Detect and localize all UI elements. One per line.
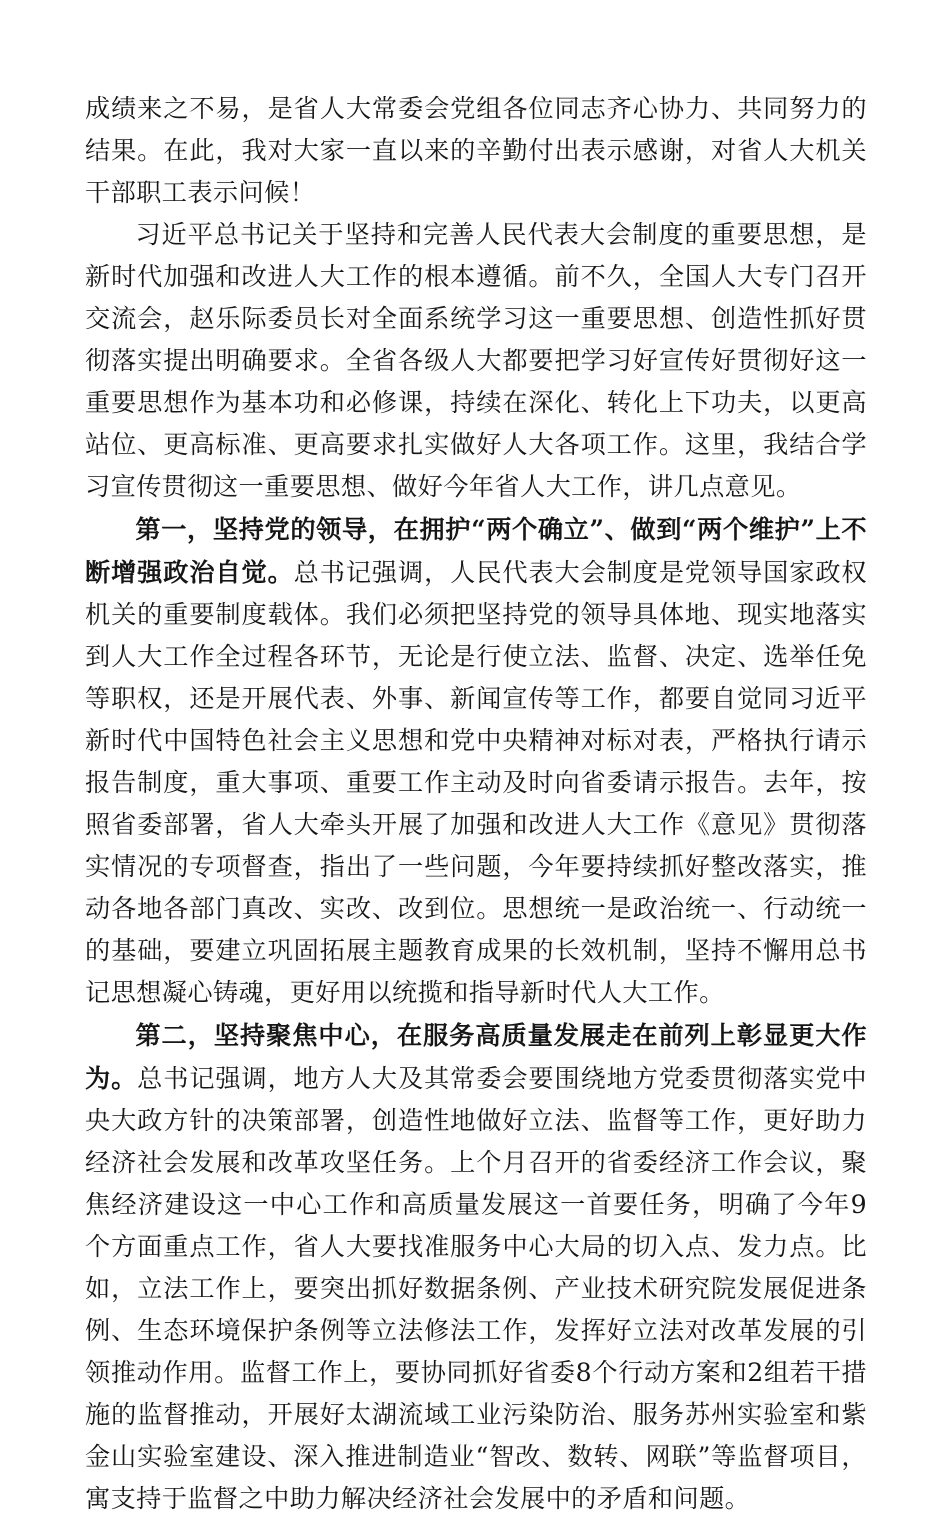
paragraph-1 xyxy=(85,88,867,214)
paragraph-3 xyxy=(85,508,867,1014)
paragraph-2 xyxy=(85,214,867,508)
paragraph-2-text: 习近平总书记关于坚持和完善人民代表大会制度的重要思想，是新时代加强和改进人大工作的根本遵循。前不久，全国人大专门召开交流会，赵乐际委员长对全面系统学习这一重要思想、创造性抓好贯彻落实提出明确要求。全省各级人大都要把学习好宣传好贯彻好这一重要思想作为基本功和必修课，持续在深化、转化上下功夫，以更高站位、更高标准、更高要求扎实做好人大各项工作。这里，我结合学习宣传贯彻这一重要思想、做好今年省人大工作，讲几点意见。 xyxy=(85,220,867,501)
document-text-body xyxy=(85,88,867,1520)
paragraph-4 xyxy=(85,1014,867,1520)
section-heading-first: 第一，坚持党的领导，在拥护“两个确立”、做到“两个维护”上不断增强政治自觉。 xyxy=(85,514,867,587)
section-heading-second: 第二，坚持聚焦中心，在服务高质量发展走在前列上彰显更大作为。 xyxy=(85,1020,867,1093)
paragraph-4-text: 总书记强调，地方人大及其常委会要围绕地方党委贯彻落实党中央大政方针的决策部署，创造性地做好立法、监督等工作，更好助力经济社会发展和改革攻坚任务。上个月召开的省委经济工作会议，聚焦经济建设这一中心工作和高质量发展这一首要任务，明确了今年9个方面重点工作，省人大要找准服务中心大局的切入点、发力点。比如，立法工作上，要突出抓好数据条例、产业技术研究院发展促进条例、生态环境保护条例等立法修法工作，发挥好立法对改革发展的引领推动作用。监督工作上，要协同抓好省委8个行动方案和2组若干措施的监督推动，开展好太湖流域工业污染防治、服务苏州实验室和紫金山实验室建设、深入推进制造业“智改、数转、网联”等监督项目，寓支持于监督之中助力解决经济社会发展中的矛盾和问题。 xyxy=(85,1064,867,1513)
paragraph-1-text: 成绩来之不易，是省人大常委会党组各位同志齐心协力、共同努力的结果。在此，我对大家一直以来的辛勤付出表示感谢，对省人大机关干部职工表示问候！ xyxy=(85,94,867,207)
paragraph-3-text: 总书记强调，人民代表大会制度是党领导国家政权机关的重要制度载体。我们必须把坚持党的领导具体地、现实地落实到人大工作全过程各环节，无论是行使立法、监督、决定、选举任免等职权，还是开展代表、外事、新闻宣传等工作，都要自觉同习近平新时代中国特色社会主义思想和党中央精神对标对表，严格执行请示报告制度，重大事项、重要工作主动及时向省委请示报告。去年，按照省委部署，省人大牵头开展了加强和改进人大工作《意见》贯彻落实情况的专项督查，指出了一些问题，今年要持续抓好整改落实，推动各地各部门真改、实改、改到位。思想统一是政治统一、行动统一的基础，要建立巩固拓展主题教育成果的长效机制，坚持不懈用总书记思想凝心铸魂，更好用以统揽和指导新时代人大工作。 xyxy=(85,558,867,1007)
